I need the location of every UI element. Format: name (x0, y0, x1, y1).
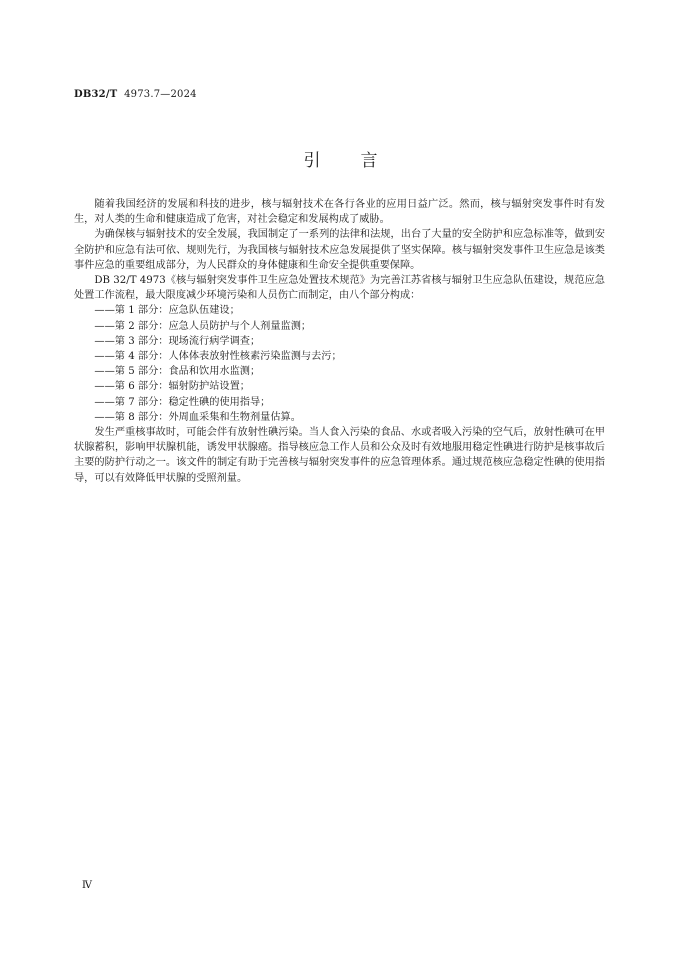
part-list-item: ——第 4 部分：人体体表放射性核素污染监测与去污； (94, 351, 342, 363)
document-code-prefix: DB32/T (74, 89, 118, 100)
part-list-item: ——第 8 部分：外周血采集和生物剂量估算。 (94, 411, 301, 423)
part-list-item: ——第 1 部分：应急队伍建设； (94, 305, 240, 317)
paragraph-2: 为确保核与辐射技术的安全发展，我国制定了一系列的法律和法规，出台了大量的安全防护和应急标准等，做到安全防护和应急有法可依、规则先行，为我国核与辐射技术应急发展提供了坚实保障。核与辐射突发事件卫生应急是该类事件应急的重要组成部分，为人民群众的身体健康和生命安全提供重要保障。 (74, 229, 605, 271)
page-title: 引言 (303, 151, 418, 171)
paragraph-1: 随着我国经济的发展和科技的进步，核与辐射技术在各行各业的应用日益广泛。然而，核与辐射突发事件时有发生，对人类的生命和健康造成了危害，对社会稳定和发展构成了威胁。 (74, 199, 605, 226)
introduction-body (74, 197, 605, 486)
page-number: Ⅳ (82, 880, 92, 891)
part-list-item: ——第 5 部分：食品和饮用水监测； (94, 366, 261, 378)
document-code (74, 89, 197, 100)
part-list-item: ——第 7 部分：稳定性碘的使用指导； (94, 396, 271, 408)
part-list-item: ——第 6 部分：辐射防护站设置； (94, 381, 250, 393)
part-list-item: ——第 3 部分：现场流行病学调查； (94, 335, 261, 347)
part-list-item: ——第 2 部分：应急人员防护与个人剂量监测； (94, 320, 312, 332)
document-code-number: 4973.7—2024 (124, 89, 197, 100)
paragraph-closing: 发生严重核事故时，可能会伴有放射性碘污染。当人食入污染的食品、水或者吸入污染的空气后，放射性碘可在甲状腺蓄积，影响甲状腺机能，诱发甲状腺癌。指导核应急工作人员和公众及时有效地服用稳定性碘进行防护是核事故后主要的防护行动之一。该文件的制定有助于完善核与辐射突发事件的应急管理体系。通过规范核应急稳定性碘的使用指导，可以有效降低甲状腺的受照剂量。 (74, 427, 605, 484)
paragraph-3: DB 32/T 4973《核与辐射突发事件卫生应急处置技术规范》为完善江苏省核与辐射卫生应急队伍建设，规范应急处置工作流程，最大限度减少环境污染和人员伤亡而制定，由八个部分构成： (74, 275, 605, 302)
